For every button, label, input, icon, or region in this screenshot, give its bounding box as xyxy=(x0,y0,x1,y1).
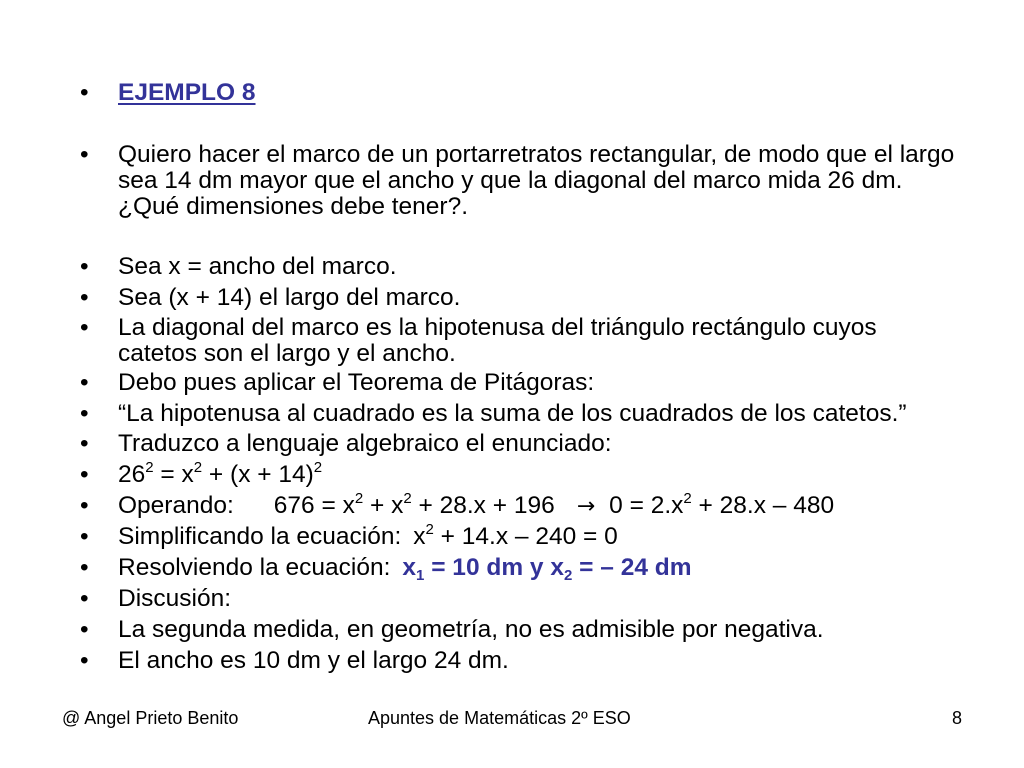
step-segunda xyxy=(80,617,960,643)
resolviendo-line: Resolviendo la ecuación: $x_1 = 10$ dm y $x_2$ = – 24 dm xyxy=(118,554,692,584)
step-text: El ancho es 10 dm y el largo 24 dm. xyxy=(118,647,509,674)
step-operando xyxy=(80,490,960,520)
bullet: • xyxy=(80,314,89,341)
step-text: La segunda medida, en geometría, no es admisible por negativa. xyxy=(118,616,824,643)
step-traduzco xyxy=(80,431,960,457)
operando-line: Operando: $676 = x^2 + x^2 + 28.x + 196 \to 0 = 2.x^2 + 28.x - 480$ xyxy=(118,490,835,519)
step-sea-largo xyxy=(80,285,960,311)
step-simplificando xyxy=(80,521,960,550)
footer-author: @ Angel Prieto Benito xyxy=(62,708,239,728)
bullet: • xyxy=(80,647,89,674)
solution: $x_1 = 10$ dm y $x_2$ = – 24 dm xyxy=(402,554,692,584)
bullet: • xyxy=(80,523,89,550)
example-heading: EJEMPLO 8 xyxy=(118,79,256,106)
bullet: • xyxy=(80,400,89,427)
bullet: • xyxy=(80,430,89,457)
equation: $26^2 = x^2 + (x + 14)^2$ xyxy=(118,459,323,488)
bullet: • xyxy=(80,253,89,280)
bullet: • xyxy=(80,79,89,106)
step-text: Discusión: xyxy=(118,585,232,612)
bullet: • xyxy=(80,369,89,396)
right-arrow-icon: → xyxy=(576,494,596,519)
bullet: • xyxy=(80,616,89,643)
bullet: • xyxy=(80,554,89,581)
simplificando-line: Simplificando la ecuación: $x^2 + 14.x - 240 = 0$ xyxy=(118,521,618,550)
step-ecuacion xyxy=(80,459,960,488)
problem-statement: Quiero hacer el marco de un portarretratos rectangular, de modo que el largo sea 14 dm mayor que el ancho y que la diagonal del marco mida 26 dm. ¿Qué dimensiones debe tener?. xyxy=(118,141,955,220)
step-cita xyxy=(80,401,960,427)
step-pitagoras xyxy=(80,370,960,396)
bullet: • xyxy=(80,141,89,168)
step-conclusion xyxy=(80,648,960,674)
problem-item xyxy=(80,142,960,220)
bullet: • xyxy=(80,284,89,311)
step-text: Sea (x + 14) el largo del marco. xyxy=(118,284,461,311)
footer-title: Apuntes de Matemáticas 2º ESO xyxy=(368,708,631,728)
bullet: • xyxy=(80,492,89,519)
bullet: • xyxy=(80,461,89,488)
step-text: Sea x = ancho del marco. xyxy=(118,253,397,280)
footer-page-number: 8 xyxy=(952,708,963,728)
step-sea-ancho xyxy=(80,254,960,280)
step-resolviendo xyxy=(80,554,960,584)
step-text: Debo pues aplicar el Teorema de Pitágoras: xyxy=(118,369,595,396)
step-text: Traduzco a lenguaje algebraico el enunciado: xyxy=(118,430,612,457)
step-text: La diagonal del marco es la hipotenusa del triángulo rectángulo cuyos catetos son el largo y el ancho. xyxy=(118,314,877,367)
bullet: • xyxy=(80,585,89,612)
heading-item xyxy=(80,80,960,106)
step-discusion xyxy=(80,586,960,612)
step-text: “La hipotenusa al cuadrado es la suma de los cuadrados de los catetos.” xyxy=(118,400,907,427)
step-diagonal xyxy=(80,315,960,367)
